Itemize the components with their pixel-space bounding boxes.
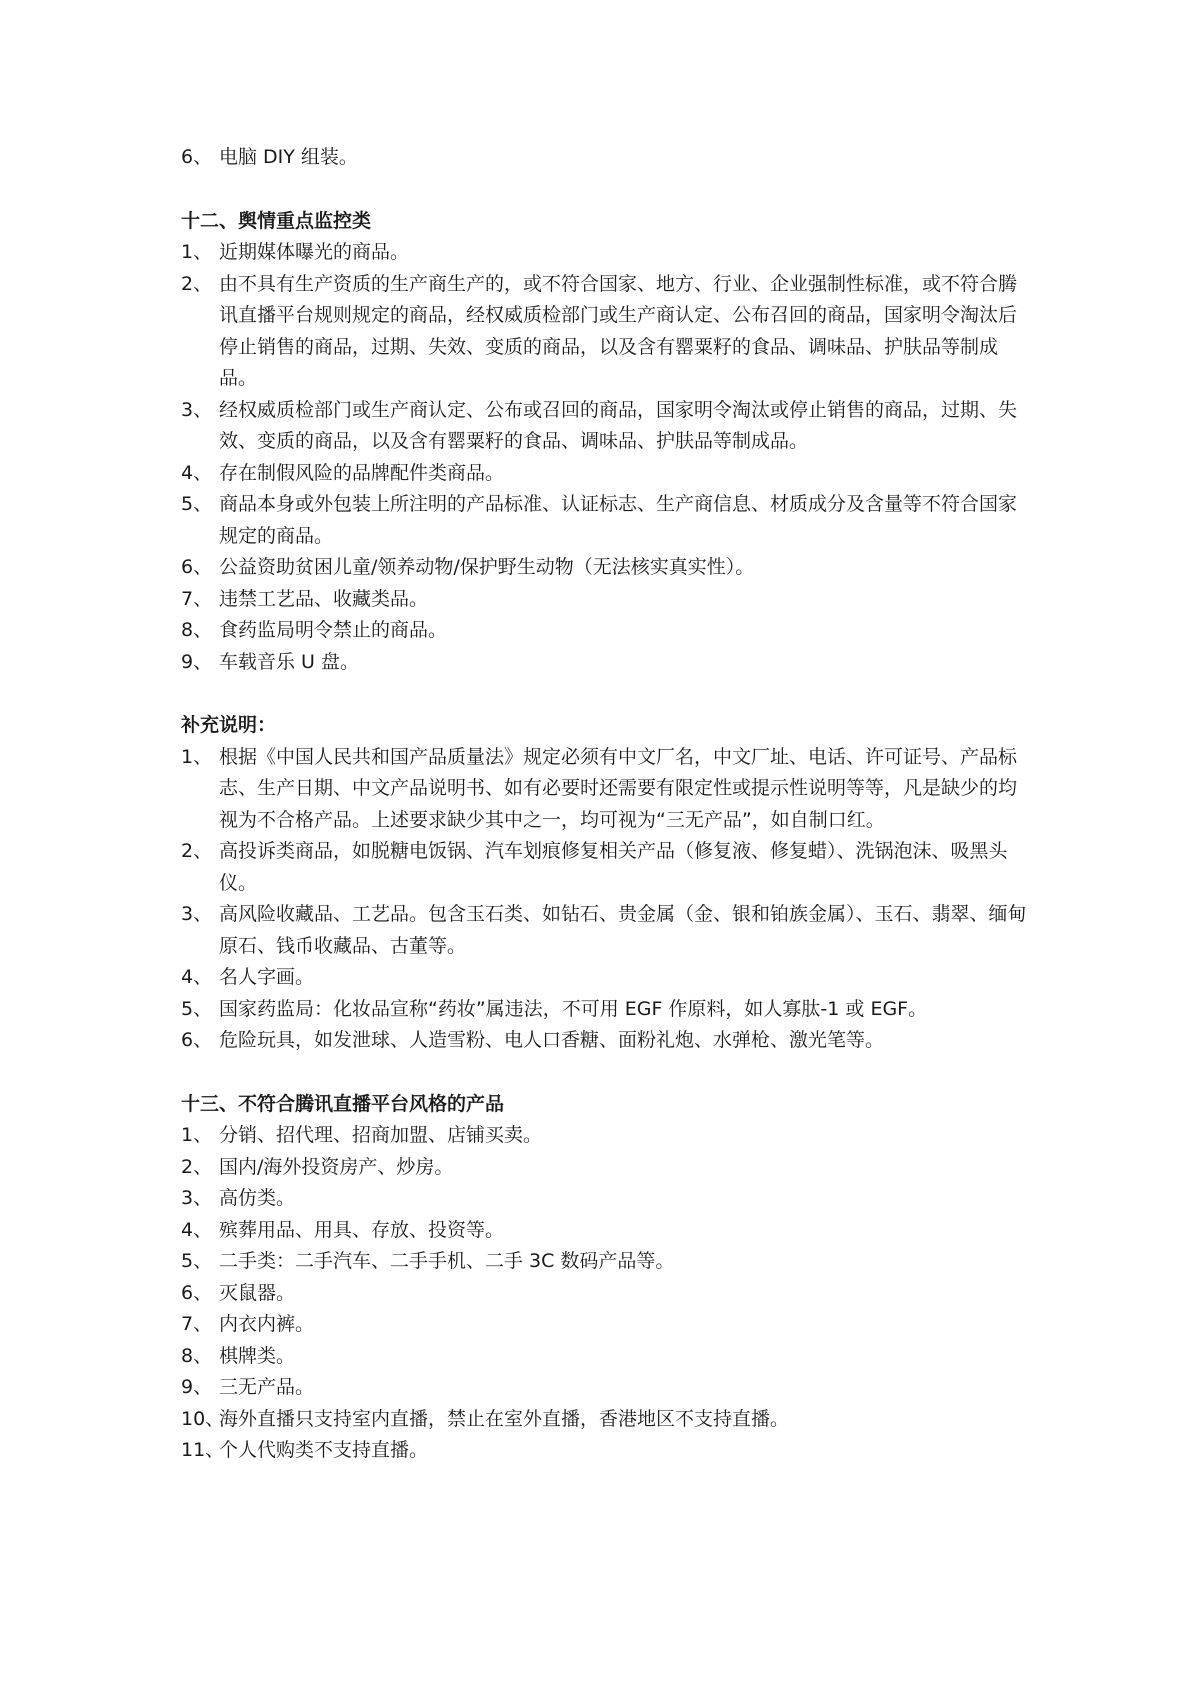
list-item-text: 高投诉类商品，如脱糖电饭锅、汽车划痕修复相关产品（修复液、修复蜡）、洗锅泡沫、吸黑头仪。: [219, 840, 1008, 894]
list-item-text: 高仿类。: [219, 1187, 296, 1209]
list-item: [181, 647, 1031, 679]
list-item-text: 三无产品。: [219, 1376, 315, 1398]
list-item: [181, 742, 1031, 837]
list-item: [181, 994, 1031, 1026]
list-item-number: 4、: [181, 966, 213, 988]
list-item-text: 灭鼠器。: [219, 1281, 296, 1304]
list-item: [181, 1372, 1031, 1404]
section-heading: 补充说明：: [181, 714, 277, 736]
list-item: [181, 962, 1031, 994]
list-item-number: 6、: [181, 556, 213, 578]
list-item-number: 2、: [181, 840, 213, 862]
list-item-text: 个人代购类不支持直播。: [219, 1439, 429, 1461]
list-item-text: 由不具有生产资质的生产商生产的，或不符合国家、地方、行业、企业强制性标准，或不符合腾讯直播平台规则规定的商品，经权威质检部门或生产商认定、公布召回的商品，国家明令淘汰后停止销售的商品，过期、失效、变质的商品，以及含有罂粟籽的食品、调味品、护肤品等制成品。: [219, 272, 1018, 389]
list-item-text: 危险玩具，如发泄球、人造雪粉、电人口香糖、面粉礼炮、水弹枪、激光笔等。: [219, 1029, 885, 1051]
list-item-text: 存在制假风险的品牌配件类商品。: [219, 461, 505, 484]
list-item: [181, 395, 1031, 458]
list-item-number: 8、: [181, 619, 213, 641]
list-item: [181, 1120, 1031, 1152]
list-item-text: 海外直播只支持室内直播，禁止在室外直播，香港地区不支持直播。: [219, 1407, 790, 1430]
list-item-number: 3、: [181, 1187, 213, 1209]
list-item-number: 6、: [181, 1029, 213, 1051]
list-item-number: 1、: [181, 1124, 213, 1146]
list-item: [181, 458, 1031, 490]
list-item-number: 8、: [181, 1344, 213, 1367]
list-item-number: 7、: [181, 587, 213, 610]
list-item-text: 商品本身或外包装上所注明的产品标准、认证标志、生产商信息、材质成分及含量等不符合国家规定的商品。: [219, 493, 1018, 547]
list-item-text: 经权威质检部门或生产商认定、公布或召回的商品，国家明令淘汰或停止销售的商品，过期、失效、变质的商品，以及含有罂粟籽的食品、调味品、护肤品等制成品。: [219, 398, 1018, 452]
list-item: [181, 899, 1031, 962]
list-item-text: 车载音乐 U 盘。: [219, 650, 359, 673]
list-item: [181, 1025, 1031, 1057]
list-item-number: 6、: [181, 146, 213, 168]
list-item-number: 11、: [181, 1439, 225, 1461]
list-item-number: 2、: [181, 272, 213, 295]
list-item: [181, 142, 1031, 174]
list-item-number: 10、: [181, 1407, 225, 1430]
list-item-text: 分销、招代理、招商加盟、店铺买卖。: [219, 1124, 543, 1146]
section-heading: 十二、舆情重点监控类: [181, 209, 372, 232]
list-item-text: 国内/海外投资房产、炒房。: [219, 1155, 454, 1178]
list-item-number: 3、: [181, 398, 213, 421]
list-item: [181, 1309, 1031, 1341]
list-item: [181, 1246, 1031, 1278]
list-item: [181, 836, 1031, 899]
list-item-number: 1、: [181, 745, 213, 768]
list-item-number: 7、: [181, 1313, 213, 1335]
list-item-number: 9、: [181, 1376, 213, 1398]
list-item-text: 违禁工艺品、收藏类品。: [219, 587, 429, 610]
list-item: [181, 1435, 1031, 1467]
list-item-text: 近期媒体曝光的商品。: [219, 241, 410, 263]
list-item: [181, 269, 1031, 395]
list-item-number: 6、: [181, 1281, 213, 1304]
list-item-text: 二手类：二手汽车、二手手机、二手 3C 数码产品等。: [219, 1250, 675, 1272]
list-item: [181, 584, 1031, 616]
list-item-number: 9、: [181, 650, 213, 673]
list-item: [181, 615, 1031, 647]
list-item-text: 食药监局明令禁止的商品。: [219, 619, 448, 641]
list-item: [181, 1278, 1031, 1310]
list-item-text: 电脑 DIY 组装。: [219, 146, 358, 168]
list-item: [181, 1152, 1031, 1184]
list-item: [181, 237, 1031, 269]
list-item-number: 5、: [181, 997, 213, 1020]
list-item-number: 2、: [181, 1155, 213, 1178]
list-item-text: 殡葬用品、用具、存放、投资等。: [219, 1218, 505, 1241]
list-item-text: 根据《中国人民共和国产品质量法》规定必须有中文厂名，中文厂址、电话、许可证号、产品标志、生产日期、中文产品说明书、如有必要时还需要有限定性或提示性说明等等，凡是缺少的均视为不合格产品。上述要求缺少其中之一，均可视为“三无产品”，如自制口红。: [219, 745, 1018, 831]
list-item-text: 高风险收藏品、工艺品。包含玉石类、如钻石、贵金属（金、银和铂族金属）、玉石、翡翠、缅甸原石、钱币收藏品、古董等。: [219, 903, 1027, 957]
list-item: [181, 489, 1031, 552]
list-item: [181, 1341, 1031, 1373]
list-item: [181, 1183, 1031, 1215]
list-item-number: 1、: [181, 241, 213, 263]
list-item-number: 5、: [181, 1250, 213, 1272]
list-item: [181, 552, 1031, 584]
list-item: [181, 1215, 1031, 1247]
list-item-number: 3、: [181, 903, 213, 925]
list-item: [181, 1404, 1031, 1436]
list-item-text: 公益资助贫困儿童/领养动物/保护野生动物（无法核实真实性）。: [219, 556, 755, 578]
list-item-text: 国家药监局：化妆品宣称“药妆”属违法，不可用 EGF 作原料，如人寡肽-1 或 EGF。: [219, 997, 928, 1020]
list-item-text: 名人字画。: [219, 966, 315, 988]
section-heading: 十三、不符合腾讯直播平台风格的产品: [181, 1092, 505, 1115]
list-item-text: 棋牌类。: [219, 1344, 296, 1367]
list-item-number: 4、: [181, 461, 213, 484]
list-item-text: 内衣内裤。: [219, 1313, 315, 1335]
document-body: [181, 142, 1031, 1467]
list-item-number: 4、: [181, 1218, 213, 1241]
list-item-number: 5、: [181, 493, 213, 515]
